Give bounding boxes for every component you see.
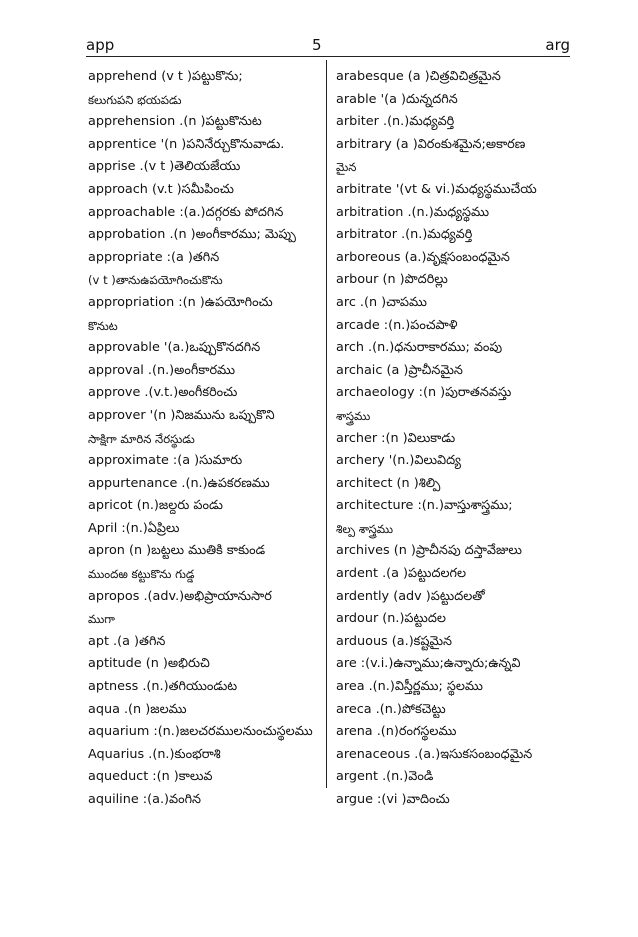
- entry-continuation: సాక్షిగా మారిన నేరస్థుడు: [88, 431, 195, 446]
- dictionary-entry: April :(n.)ఏప్రిలు: [88, 520, 180, 536]
- dictionary-entry: arboreous (a.)వృక్షసంబంధమైన: [336, 249, 510, 265]
- dictionary-entry: approach (v.t )సమీపించు: [88, 181, 234, 197]
- dictionary-entry: approbation .(n )అంగీకారము; మెప్పు: [88, 227, 296, 243]
- entry-continuation: శాస్త్రము: [336, 408, 371, 423]
- dictionary-entry: ardently (adv )పట్టుదలతో: [336, 588, 485, 604]
- dictionary-entry: apron (n )బట్టలు ముతికి కాకుండ: [88, 543, 266, 559]
- dictionary-entry: arbitrary (a )విరంకుశమైన;అకారణ: [336, 136, 526, 152]
- entry-continuation: (v t )తానుఉపయోగించుకొను: [88, 273, 223, 288]
- dictionary-entry: approver '(n )నిజమును ఒప్పుకొని: [88, 407, 275, 423]
- dictionary-entry: arable '(a )దున్నదగిన: [336, 91, 458, 107]
- dictionary-entry: arbitration .(n.)మధ్యస్థము: [336, 204, 490, 220]
- dictionary-entry: archives (n )ప్రాచీనపు దస్తావేజులు: [336, 543, 522, 559]
- entry-continuation: ముందఱ కట్టుకొను గుడ్డ: [88, 567, 195, 582]
- dictionary-entry: area .(n.)విస్తీర్ణము; స్థలము: [336, 679, 483, 695]
- dictionary-entry: appurtenance .(n.)ఉపకరణము: [88, 475, 270, 491]
- dictionary-entry: arbitrator .(n.)మధ్యవర్తి: [336, 227, 473, 243]
- dictionary-entry: approval .(n.)అంగీకారము: [88, 362, 236, 378]
- left-column: [88, 66, 320, 812]
- dictionary-entry: aptness .(n.)తగియుండుట: [88, 679, 238, 695]
- dictionary-entry: arduous (a.)కష్టమైన: [336, 633, 453, 649]
- dictionary-entry: architecture :(n.)వాస్తుశాస్త్రము;: [336, 498, 513, 514]
- right-column: [336, 66, 576, 812]
- dictionary-entry: architect (n )శిల్పి: [336, 475, 441, 491]
- dictionary-entry: apprentice '(n )పనినేర్చుకొనువాడు.: [88, 136, 285, 152]
- entry-continuation: ముగా: [88, 612, 115, 627]
- dictionary-entry: aqueduct :(n )కాలువ: [88, 769, 213, 785]
- dictionary-entry: ardour (n.)పట్టుదల: [336, 611, 446, 627]
- dictionary-entry: arbiter .(n.)మధ్యవర్తి: [336, 114, 455, 130]
- header-rule: [86, 56, 570, 57]
- guide-word-first: app: [86, 36, 115, 54]
- dictionary-entry: arbour (n )పొదరిల్లు: [336, 272, 448, 288]
- dictionary-entry: arcade :(n.)పంచపాళి: [336, 317, 458, 333]
- dictionary-entry: arena .(n)రంగస్థలము: [336, 724, 457, 740]
- entry-continuation: కలుగుపని భయపడు: [88, 92, 182, 107]
- dictionary-entry: apt .(a )తగిన: [88, 633, 166, 649]
- dictionary-entry: archery '(n.)విలువిద్య: [336, 453, 461, 469]
- dictionary-entry: are :(v.i.)ఉన్నాము;ఉన్నారు;ఉన్నవి: [336, 656, 521, 672]
- dictionary-entry: apricot (n.)జల్దరు పండు: [88, 498, 223, 514]
- dictionary-entry: archer :(n )విలుకాడు: [336, 430, 456, 446]
- entry-continuation: మైన: [336, 160, 357, 175]
- dictionary-entry: approvable '(a.)ఒప్పుకొనదగిన: [88, 340, 261, 356]
- page-header: [86, 36, 570, 58]
- entry-continuation: శిల్ప శాస్త్రము: [336, 521, 394, 536]
- guide-word-last: arg: [545, 36, 570, 54]
- dictionary-entry: approve .(v.t.)అంగీకరించు: [88, 385, 238, 401]
- dictionary-entry: apropos .(adv.)అభిప్రాయానుసార: [88, 588, 272, 604]
- dictionary-entry: Aquarius .(n.)కుంభరాశి: [88, 746, 221, 762]
- dictionary-entry: argent .(n.)వెండి: [336, 769, 434, 785]
- dictionary-entry: argue :(vi )వాదించు: [336, 792, 450, 807]
- dictionary-entry: arbitrate '(vt & vi.)మధ్యస్థముచేయ: [336, 181, 537, 197]
- dictionary-entry: appropriation :(n )ఉపయోగించు: [88, 294, 273, 310]
- dictionary-entry: appropriate :(a )తగిన: [88, 249, 220, 265]
- dictionary-entry: arenaceous .(a.)ఇసుకసంబంధమైన: [336, 746, 533, 762]
- dictionary-entry: apprehension .(n )పట్టుకొనుట: [88, 114, 262, 130]
- dictionary-entry: arc .(n )చాపము: [336, 294, 427, 310]
- entry-continuation: కొనుట: [88, 318, 118, 333]
- dictionary-entry: archaeology :(n )పురాతనవస్తు: [336, 385, 512, 401]
- column-divider: [326, 60, 327, 788]
- dictionary-entry: apprehend (v t )పట్టుకొను;: [88, 69, 243, 84]
- dictionary-entry: aquarium :(n.)జలచరములనుంచుస్థలము: [88, 724, 313, 740]
- dictionary-entry: approximate :(a )సుమారు: [88, 453, 243, 469]
- dictionary-entry: arch .(n.)ధనురాకారము; వంపు: [336, 340, 503, 356]
- dictionary-entry: ardent .(a )పట్టుదలగల: [336, 566, 467, 582]
- dictionary-entry: archaic (a )ప్రాచీనమైన: [336, 362, 463, 378]
- dictionary-entry: arabesque (a )చిత్రవిచిత్రమైన: [336, 69, 501, 84]
- page-number: 5: [312, 36, 322, 54]
- dictionary-entry: areca .(n.)పోకచెట్టు: [336, 701, 446, 717]
- dictionary-entry: aqua .(n )జలము: [88, 701, 187, 717]
- dictionary-entry: approachable :(a.)దగ్గరకు పోదగిన: [88, 204, 284, 220]
- dictionary-entry: apprise .(v t )తెలియజేయు: [88, 159, 241, 175]
- dictionary-entry: aquiline :(a.)వంగిన: [88, 792, 202, 807]
- dictionary-entry: aptitude (n )అభిరుచి: [88, 656, 210, 672]
